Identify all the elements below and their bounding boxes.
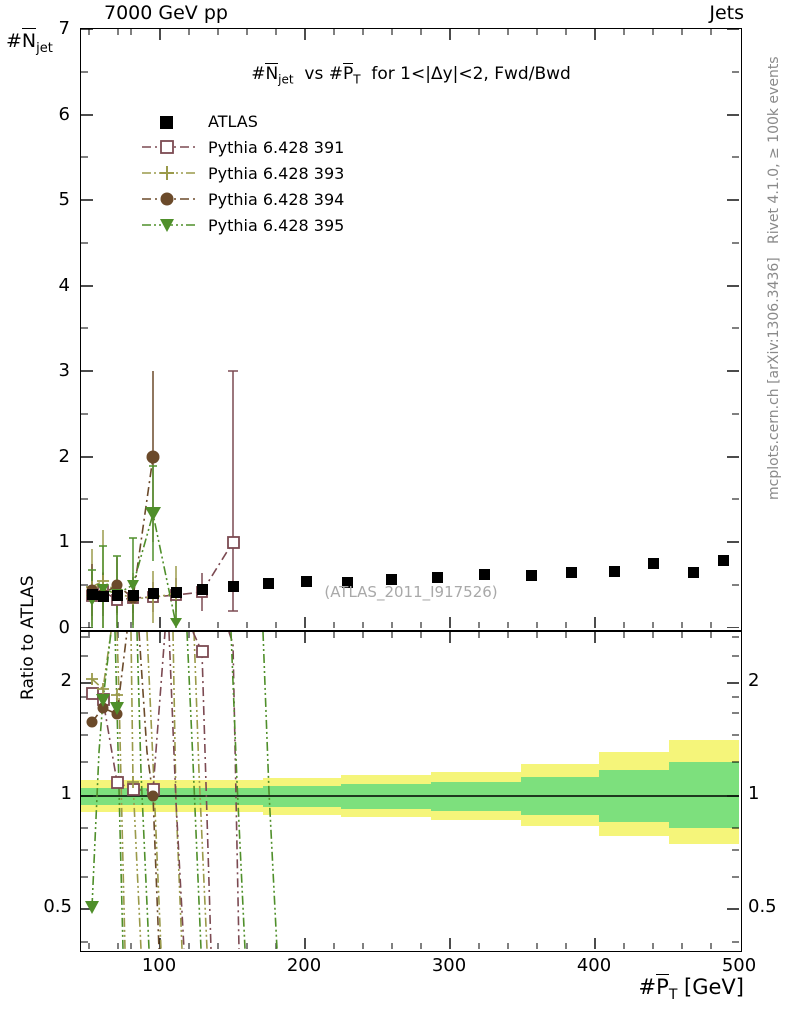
legend-marker-filled-triangle-icon xyxy=(140,212,202,238)
legend-label-pythia-395: Pythia 6.428 395 xyxy=(208,215,345,235)
legend-item-pythia-394 xyxy=(140,186,344,212)
ratio-plot-frame xyxy=(80,631,742,952)
ytick-main-1: 1 xyxy=(58,531,70,552)
uncertainty-band-inner xyxy=(81,762,739,828)
legend-marker-open-cross-icon xyxy=(140,160,202,186)
legend-label-pythia-391: Pythia 6.428 391 xyxy=(208,137,345,157)
xtick-200: 200 xyxy=(286,955,322,976)
rivet-version-label: Rivet 4.1.0, ≥ 100k events xyxy=(766,56,782,244)
series-line-394 xyxy=(92,457,153,598)
legend-marker-filled-square-icon xyxy=(140,108,202,134)
ytick-ratio-2-left: 2 xyxy=(60,670,72,691)
ytick-ratio-1-right: 1 xyxy=(748,783,760,804)
ratio-plot-canvas xyxy=(81,632,739,949)
legend-label-atlas: ATLAS xyxy=(208,111,258,131)
errorbars-393 xyxy=(92,530,176,628)
x-axis-title: $\#P_T$ [GeV] xyxy=(638,975,744,1004)
ytick-main-6: 6 xyxy=(58,104,70,125)
legend-item-pythia-395 xyxy=(140,212,344,238)
y-axis-title-ratio: Ratio to ATLAS xyxy=(18,575,38,700)
ytick-main-2: 2 xyxy=(58,446,70,467)
legend xyxy=(140,108,344,238)
ytick-ratio-0p5-right: 0.5 xyxy=(748,896,777,917)
ytick-main-3: 3 xyxy=(58,360,70,381)
xtick-500: 500 xyxy=(721,955,757,976)
ytick-main-5: 5 xyxy=(58,189,70,210)
ytick-main-0: 0 xyxy=(58,617,70,638)
ytick-ratio-0p5-left: 0.5 xyxy=(43,896,72,917)
legend-label-pythia-394: Pythia 6.428 394 xyxy=(208,189,345,209)
header-beam-label: 7000 GeV pp xyxy=(104,2,228,24)
series-line-395 xyxy=(92,514,176,624)
legend-item-pythia-393 xyxy=(140,160,344,186)
y-axis-title-main: $\#N_{jet}$ xyxy=(6,30,53,56)
xtick-100: 100 xyxy=(141,955,177,976)
ytick-main-7: 7 xyxy=(58,18,70,39)
legend-marker-filled-circle-icon xyxy=(140,186,202,212)
legend-marker-open-square-icon xyxy=(140,134,202,160)
header-analysis-label: Jets xyxy=(709,2,744,24)
markers-395 xyxy=(86,507,182,628)
plot-title: $\#N_{jet}$ vs $\#P_T$ for 1<|Δy|<2, Fwd/Bwd xyxy=(251,64,571,87)
legend-item-atlas xyxy=(140,108,344,134)
legend-label-pythia-393: Pythia 6.428 393 xyxy=(208,163,345,183)
ytick-main-4: 4 xyxy=(58,275,70,296)
ytick-ratio-1-left: 1 xyxy=(60,783,72,804)
ytick-ratio-2-right: 2 xyxy=(748,670,760,691)
analysis-watermark: (ATLAS_2011_I917526) xyxy=(324,583,498,601)
xtick-300: 300 xyxy=(431,955,467,976)
arxiv-reference-label: mcplots.cern.ch [arXiv:1306.3436] xyxy=(766,257,782,500)
legend-item-pythia-391 xyxy=(140,134,344,160)
xtick-400: 400 xyxy=(576,955,612,976)
